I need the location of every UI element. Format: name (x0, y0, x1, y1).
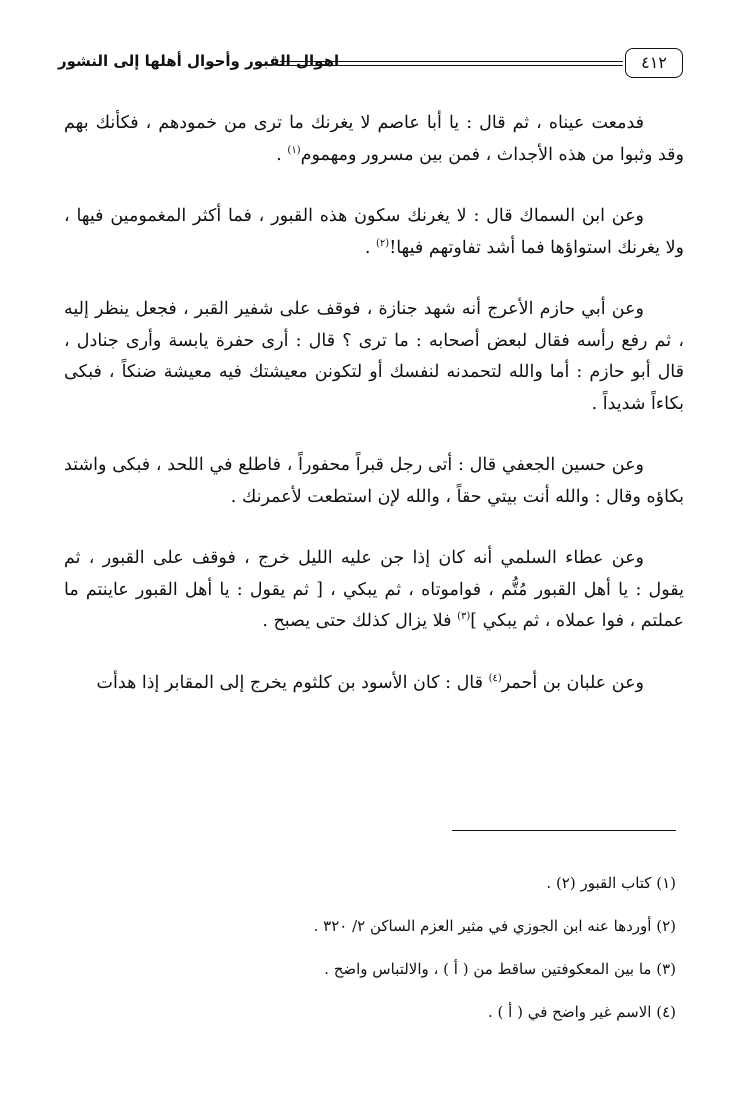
footnote-4: (٤) الاسم غير واضح في ( أ ) . (488, 1003, 676, 1021)
paragraph-4 (64, 450, 684, 513)
paragraph-text: وعن علبان بن أحمر (501, 672, 644, 693)
footnote-ref: (٤) (488, 672, 502, 684)
paragraph-6 (64, 668, 684, 700)
paragraph-1 (64, 108, 684, 171)
paragraph-text: وعن عطاء السلمي أنه كان إذا جن عليه الليل خرج ، فوقف على القبور ، ثم يقول : يا أهل القبور مُتُّم ، فواموتاه ، ثم يبكي ، [ ثم يقول : يا أهل القبور عاينتم ما عملتم ، فوا عملاه ، ثم يبكي ] (64, 548, 684, 631)
paragraph-text-end: فلا يزال كذلك حتى يصبح . (262, 611, 458, 631)
running-header (58, 48, 683, 82)
paragraph-text-end: . (364, 237, 376, 258)
paragraph-2 (64, 201, 684, 264)
header-title: اهوال القبور وأحوال أهلها إلى النشور (58, 52, 340, 70)
paragraph-5 (64, 543, 684, 638)
footnote-2: (٢) أوردها عنه ابن الجوزي في مثير العزم الساكن ٢/ ٣٢٠ . (313, 917, 676, 935)
paragraph-text-end: . (276, 144, 288, 165)
header-rule-second (280, 65, 623, 66)
paragraph-3 (64, 294, 684, 420)
paragraph-text: وعن أبي حازم الأعرج أنه شهد جنازة ، فوقف على شفير القبر ، فجعل ينظر إليه ، ثم رفع رأسه فقال لبعض أصحابه : ما ترى ؟ قال : أرى حفرة يابسة وأرى جنادل ، قال أبو حازم : أما والله لتحمدنه لنفسك أو لتكونن معيشتك فيه معيشة ضنكاً ، فبكى بكاءاً شديداً . (64, 299, 684, 414)
paragraph-text: وعن ابن السماك قال : لا يغرنك سكون هذه القبور ، فما أكثر المغمومين فيها ، ولا يغرنك استواؤها فما أشد تفاوتهم فيها! (64, 206, 684, 258)
footnote-1: (١) كتاب القبور (٢) . (546, 874, 676, 892)
footnote-separator (452, 830, 676, 831)
page-number: ٤١٢ (625, 48, 683, 78)
header-rule (280, 61, 623, 62)
body-text (64, 108, 684, 729)
footnote-ref: (١) (287, 144, 301, 156)
footnote-ref: (٣) (457, 611, 471, 623)
footnote-3: (٣) ما بين المعكوفتين ساقط من ( أ ) ، والالتباس واضح . (324, 960, 676, 978)
footnotes (64, 873, 676, 1045)
paragraph-text: وعن حسين الجعفي قال : أتى رجل قبراً محفوراً ، فاطلع في اللحد ، فبكى واشتد بكاؤه وقال : والله أنت بيتي حقاً ، والله لإن استطعت لأعمرنك . (64, 455, 684, 507)
paragraph-text: فدمعت عيناه ، ثم قال : يا أبا عاصم لا يغرنك ما ترى من خمودهم ، فكأنك بهم وقد وثبوا من هذه الأجداث ، فمن بين مسرور ومهموم (64, 113, 684, 165)
footnote-ref: (٢) (376, 237, 390, 249)
paragraph-text-end: قال : كان الأسود بن كلثوم يخرج إلى المقابر إذا هدأت (96, 672, 489, 693)
